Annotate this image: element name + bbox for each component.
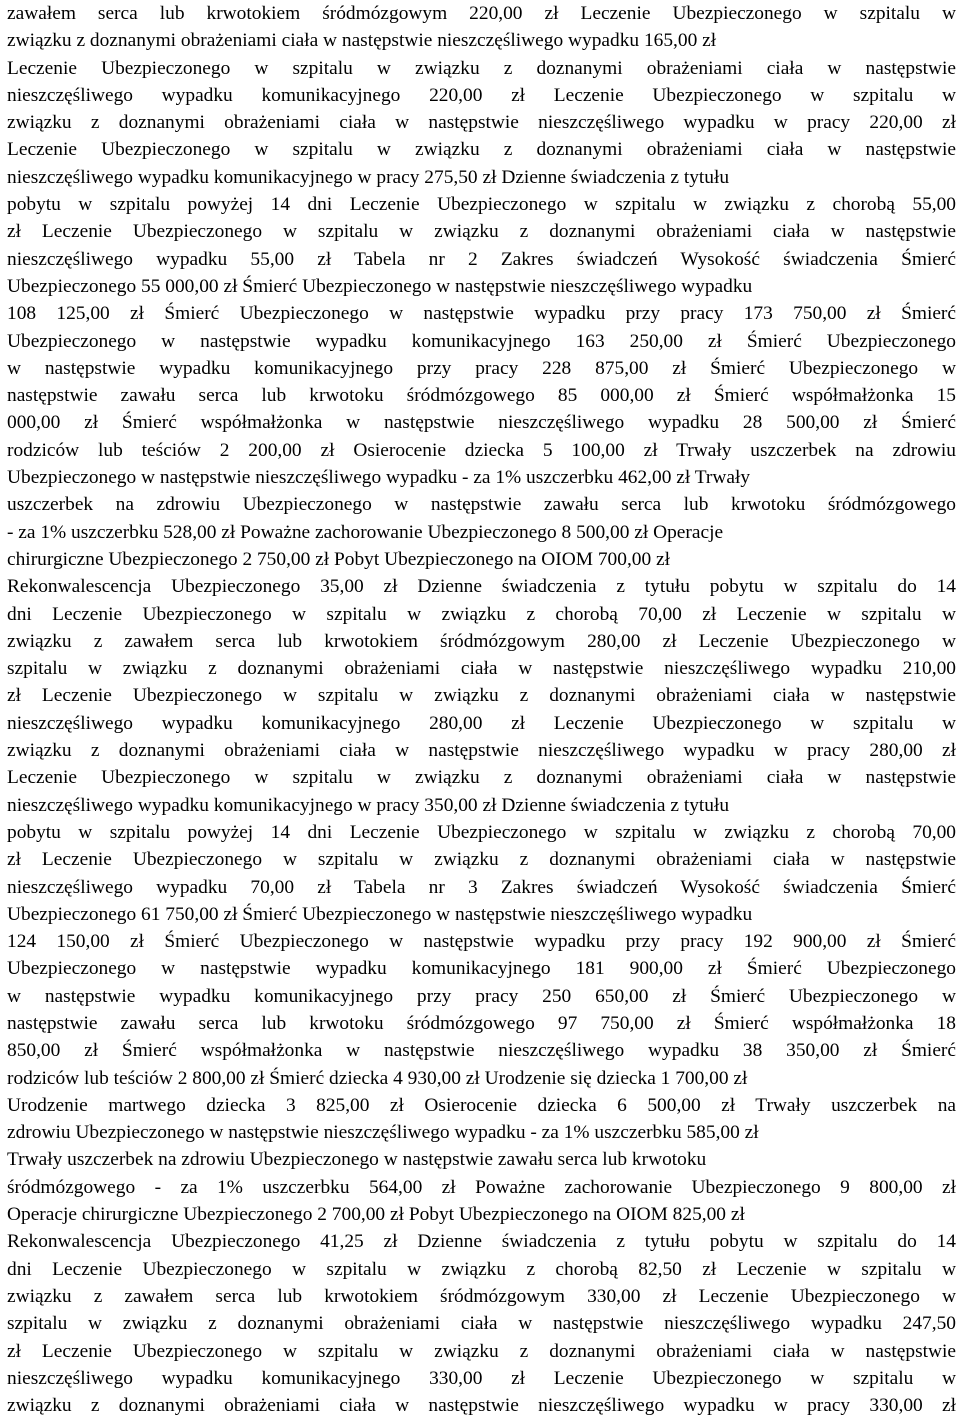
text-line: 108 125,00 zł Śmierć Ubezpieczonego w następstwie wypadku przy pracy 173 750,00 zł Śmierć [7, 303, 956, 325]
text-line: 124 150,00 zł Śmierć Ubezpieczonego w następstwie wypadku przy pracy 192 900,00 zł Śmierć [7, 931, 956, 953]
text-line: zł Leczenie Ubezpieczonego w szpitalu w związku z doznanymi obrażeniami ciała w następstwie [7, 1340, 956, 1362]
text-line: następstwie zawału serca lub krwotoku śródmózgowego 97 750,00 zł Śmierć współmałżonka 18 [7, 1012, 956, 1034]
text-line: zawałem serca lub krwotokiem śródmózgowym 220,00 zł Leczenie Ubezpieczonego w szpitalu w [7, 3, 956, 24]
text-line: związku z zawałem serca lub krwotokiem śródmózgowym 280,00 zł Leczenie Ubezpieczonego w [7, 630, 956, 652]
text-line: Trwały uszczerbek na zdrowiu Ubezpieczonego w następstwie zawału serca lub krwotoku [7, 1149, 707, 1171]
text-line: śródmózgowego - za 1% uszczerbku 564,00 zł Poważne zachorowanie Ubezpieczonego 9 800,00 zł [7, 1176, 956, 1198]
text-line: zdrowiu Ubezpieczonego w następstwie nieszczęśliwego wypadku - za 1% uszczerbku 585,00 zł [7, 1122, 759, 1144]
text-line: Operacje chirurgiczne Ubezpieczonego 2 700,00 zł Pobyt Ubezpieczonego na OIOM 825,00 zł [7, 1204, 745, 1226]
text-line: uszczerbek na zdrowiu Ubezpieczonego w następstwie zawału serca lub krwotoku śródmózgowego [7, 494, 956, 516]
text-line: Urodzenie martwego dziecka 3 825,00 zł Osierocenie dziecka 6 500,00 zł Trwały uszczerbek na [7, 1094, 956, 1116]
text-line: dni Leczenie Ubezpieczonego w szpitalu w związku z chorobą 70,00 zł Leczenie w szpitalu w [7, 603, 956, 625]
text-line: szpitalu w związku z doznanymi obrażeniami ciała w następstwie nieszczęśliwego wypadku 247,50 [7, 1313, 956, 1335]
text-line: nieszczęśliwego wypadku komunikacyjnego 330,00 zł Leczenie Ubezpieczonego w szpitalu w [7, 1367, 956, 1389]
text-line: Leczenie Ubezpieczonego w szpitalu w związku z doznanymi obrażeniami ciała w następstwie [7, 57, 956, 79]
text-line: dni Leczenie Ubezpieczonego w szpitalu w związku z chorobą 82,50 zł Leczenie w szpitalu w [7, 1258, 956, 1280]
text-line: rodziców lub teściów 2 200,00 zł Osierocenie dziecka 5 100,00 zł Trwały uszczerbek na zdrowiu [7, 439, 956, 461]
text-line: nieszczęśliwego wypadku 55,00 zł Tabela nr 2 Zakres świadczeń Wysokość świadczenia Śmierć [7, 248, 956, 270]
text-line: pobytu w szpitalu powyżej 14 dni Leczenie Ubezpieczonego w szpitalu w związku z chorobą 70,00 [7, 821, 956, 843]
text-line: Ubezpieczonego 61 750,00 zł Śmierć Ubezpieczonego w następstwie nieszczęśliwego wypadku [7, 903, 753, 925]
text-line: - za 1% uszczerbku 528,00 zł Poważne zachorowanie Ubezpieczonego 8 500,00 zł Operacje [7, 521, 724, 543]
text-line: Rekonwalescencja Ubezpieczonego 41,25 zł Dzienne świadczenia z tytułu pobytu w szpitalu do 14 [7, 1231, 956, 1253]
text-line: Ubezpieczonego w następstwie nieszczęśliwego wypadku - za 1% uszczerbku 462,00 zł Trwały [7, 467, 751, 489]
text-line: związku z doznanymi obrażeniami ciała w następstwie nieszczęśliwego wypadku 165,00 zł [7, 30, 717, 52]
text-line: 000,00 zł Śmierć współmałżonka w następstwie nieszczęśliwego wypadku 28 500,00 zł Śmierć [7, 412, 956, 434]
text-line: zł Leczenie Ubezpieczonego w szpitalu w związku z doznanymi obrażeniami ciała w następstwie [7, 685, 956, 707]
text-line: w następstwie wypadku komunikacyjnego przy pracy 228 875,00 zł Śmierć Ubezpieczonego w [7, 357, 956, 379]
text-line: nieszczęśliwego wypadku komunikacyjnego w pracy 275,50 zł Dzienne świadczenia z tytułu [7, 166, 730, 188]
text-line: w następstwie wypadku komunikacyjnego przy pracy 250 650,00 zł Śmierć Ubezpieczonego w [7, 985, 956, 1007]
text-line: zł Leczenie Ubezpieczonego w szpitalu w związku z doznanymi obrażeniami ciała w następstwie [7, 221, 956, 243]
text-line: zł Leczenie Ubezpieczonego w szpitalu w związku z doznanymi obrażeniami ciała w następstwie [7, 849, 956, 871]
text-line: Ubezpieczonego 55 000,00 zł Śmierć Ubezpieczonego w następstwie nieszczęśliwego wypadku [7, 275, 753, 297]
text-line: nieszczęśliwego wypadku komunikacyjnego 280,00 zł Leczenie Ubezpieczonego w szpitalu w [7, 712, 956, 734]
text-line: związku z doznanymi obrażeniami ciała w następstwie nieszczęśliwego wypadku w pracy 220,00 zł [7, 112, 956, 134]
text-line: Ubezpieczonego w następstwie wypadku komunikacyjnego 181 900,00 zł Śmierć Ubezpieczonego [7, 958, 956, 980]
text-line: nieszczęśliwego wypadku komunikacyjnego 220,00 zł Leczenie Ubezpieczonego w szpitalu w [7, 84, 956, 106]
text-line: związku z doznanymi obrażeniami ciała w następstwie nieszczęśliwego wypadku w pracy 280,00 zł [7, 740, 956, 762]
text-line: Rekonwalescencja Ubezpieczonego 35,00 zł Dzienne świadczenia z tytułu pobytu w szpitalu do 14 [7, 576, 956, 598]
text-line: następstwie zawału serca lub krwotoku śródmózgowego 85 000,00 zł Śmierć współmałżonka 15 [7, 385, 956, 407]
text-line: rodziców lub teściów 2 800,00 zł Śmierć dziecka 4 930,00 zł Urodzenie się dziecka 1 700,00 zł [7, 1067, 748, 1089]
text-line: nieszczęśliwego wypadku komunikacyjnego w pracy 350,00 zł Dzienne świadczenia z tytułu [7, 794, 730, 816]
text-line: związku z zawałem serca lub krwotokiem śródmózgowym 330,00 zł Leczenie Ubezpieczonego w [7, 1285, 956, 1307]
text-line: Ubezpieczonego w następstwie wypadku komunikacyjnego 163 250,00 zł Śmierć Ubezpieczonego [7, 330, 956, 352]
text-line: 850,00 zł Śmierć współmałżonka w następstwie nieszczęśliwego wypadku 38 350,00 zł Śmierć [7, 1040, 956, 1062]
text-line: Leczenie Ubezpieczonego w szpitalu w związku z doznanymi obrażeniami ciała w następstwie [7, 767, 956, 789]
text-line: Leczenie Ubezpieczonego w szpitalu w związku z doznanymi obrażeniami ciała w następstwie [7, 139, 956, 161]
text-line: chirurgiczne Ubezpieczonego 2 750,00 zł Pobyt Ubezpieczonego na OIOM 700,00 zł [7, 548, 671, 570]
text-line: szpitalu w związku z doznanymi obrażeniami ciała w następstwie nieszczęśliwego wypadku 210,00 [7, 658, 956, 680]
text-line: związku z doznanymi obrażeniami ciała w następstwie nieszczęśliwego wypadku w pracy 330,00 zł [7, 1395, 956, 1417]
text-line: pobytu w szpitalu powyżej 14 dni Leczenie Ubezpieczonego w szpitalu w związku z chorobą 55,00 [7, 194, 956, 216]
text-line: nieszczęśliwego wypadku 70,00 zł Tabela nr 3 Zakres świadczeń Wysokość świadczenia Śmierć [7, 876, 956, 898]
